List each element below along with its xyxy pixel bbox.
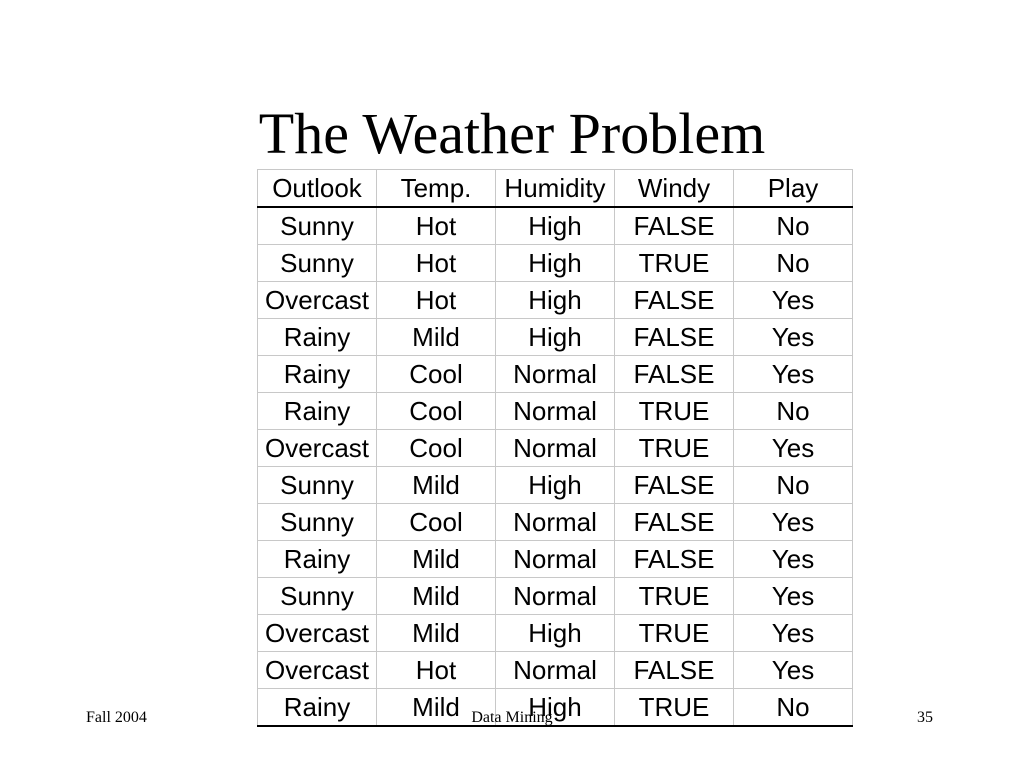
cell-humidity: High <box>496 245 615 282</box>
header-play: Play <box>734 170 853 208</box>
cell-temperature: Mild <box>377 319 496 356</box>
cell-temperature: Mild <box>377 689 496 727</box>
table-row <box>258 467 853 504</box>
cell-outlook: Rainy <box>258 356 377 393</box>
slide-number: 35 <box>917 709 933 726</box>
cell-play: Yes <box>734 652 853 689</box>
cell-play: Yes <box>734 356 853 393</box>
table-header-row <box>258 170 853 208</box>
cell-humidity: High <box>496 282 615 319</box>
cell-outlook: Sunny <box>258 207 377 245</box>
table-row <box>258 541 853 578</box>
table-row <box>258 356 853 393</box>
cell-temperature: Mild <box>377 541 496 578</box>
cell-windy: TRUE <box>615 615 734 652</box>
cell-humidity: High <box>496 319 615 356</box>
cell-temperature: Mild <box>377 467 496 504</box>
cell-temperature: Hot <box>377 282 496 319</box>
cell-windy: TRUE <box>615 393 734 430</box>
footer-course: Data Mining <box>471 709 553 726</box>
cell-play: Yes <box>734 319 853 356</box>
cell-humidity: Normal <box>496 393 615 430</box>
table-row <box>258 430 853 467</box>
table-row <box>258 652 853 689</box>
slide-title: The Weather Problem <box>258 101 766 166</box>
cell-humidity: High <box>496 689 615 727</box>
table-row <box>258 504 853 541</box>
cell-play: Yes <box>734 541 853 578</box>
cell-play: Yes <box>734 615 853 652</box>
cell-play: No <box>734 467 853 504</box>
cell-outlook: Sunny <box>258 504 377 541</box>
cell-humidity: High <box>496 467 615 504</box>
cell-windy: FALSE <box>615 282 734 319</box>
cell-play: No <box>734 393 853 430</box>
cell-temperature: Cool <box>377 504 496 541</box>
cell-outlook: Overcast <box>258 282 377 319</box>
cell-play: Yes <box>734 578 853 615</box>
cell-outlook: Rainy <box>258 689 377 727</box>
cell-outlook: Overcast <box>258 430 377 467</box>
cell-humidity: High <box>496 615 615 652</box>
cell-windy: FALSE <box>615 467 734 504</box>
weather-data-table <box>257 169 853 727</box>
cell-play: No <box>734 689 853 727</box>
cell-windy: TRUE <box>615 578 734 615</box>
cell-temperature: Hot <box>377 207 496 245</box>
cell-play: No <box>734 245 853 282</box>
cell-play: Yes <box>734 430 853 467</box>
header-temperature: Temp. <box>377 170 496 208</box>
cell-outlook: Sunny <box>258 578 377 615</box>
cell-play: Yes <box>734 504 853 541</box>
cell-temperature: Hot <box>377 652 496 689</box>
cell-humidity: High <box>496 207 615 245</box>
cell-play: Yes <box>734 282 853 319</box>
cell-windy: TRUE <box>615 430 734 467</box>
table-row <box>258 207 853 245</box>
cell-temperature: Cool <box>377 430 496 467</box>
cell-humidity: Normal <box>496 578 615 615</box>
table-row <box>258 245 853 282</box>
cell-outlook: Rainy <box>258 393 377 430</box>
cell-windy: TRUE <box>615 245 734 282</box>
cell-play: No <box>734 207 853 245</box>
cell-humidity: Normal <box>496 652 615 689</box>
cell-windy: FALSE <box>615 541 734 578</box>
cell-temperature: Mild <box>377 578 496 615</box>
cell-outlook: Rainy <box>258 319 377 356</box>
table-row <box>258 319 853 356</box>
cell-windy: FALSE <box>615 319 734 356</box>
cell-humidity: Normal <box>496 356 615 393</box>
cell-windy: FALSE <box>615 652 734 689</box>
cell-outlook: Overcast <box>258 652 377 689</box>
cell-windy: TRUE <box>615 689 734 727</box>
cell-humidity: Normal <box>496 504 615 541</box>
table-row <box>258 578 853 615</box>
header-humidity: Humidity <box>496 170 615 208</box>
cell-windy: FALSE <box>615 504 734 541</box>
header-windy: Windy <box>615 170 734 208</box>
cell-temperature: Cool <box>377 393 496 430</box>
header-outlook: Outlook <box>258 170 377 208</box>
table-row <box>258 282 853 319</box>
cell-windy: FALSE <box>615 207 734 245</box>
cell-humidity: Normal <box>496 541 615 578</box>
footer-date: Fall 2004 <box>86 709 147 726</box>
cell-temperature: Mild <box>377 615 496 652</box>
cell-temperature: Hot <box>377 245 496 282</box>
cell-temperature: Cool <box>377 356 496 393</box>
cell-outlook: Sunny <box>258 245 377 282</box>
table-row <box>258 615 853 652</box>
cell-outlook: Rainy <box>258 541 377 578</box>
cell-windy: FALSE <box>615 356 734 393</box>
cell-humidity: Normal <box>496 430 615 467</box>
cell-outlook: Sunny <box>258 467 377 504</box>
table-row <box>258 393 853 430</box>
cell-outlook: Overcast <box>258 615 377 652</box>
